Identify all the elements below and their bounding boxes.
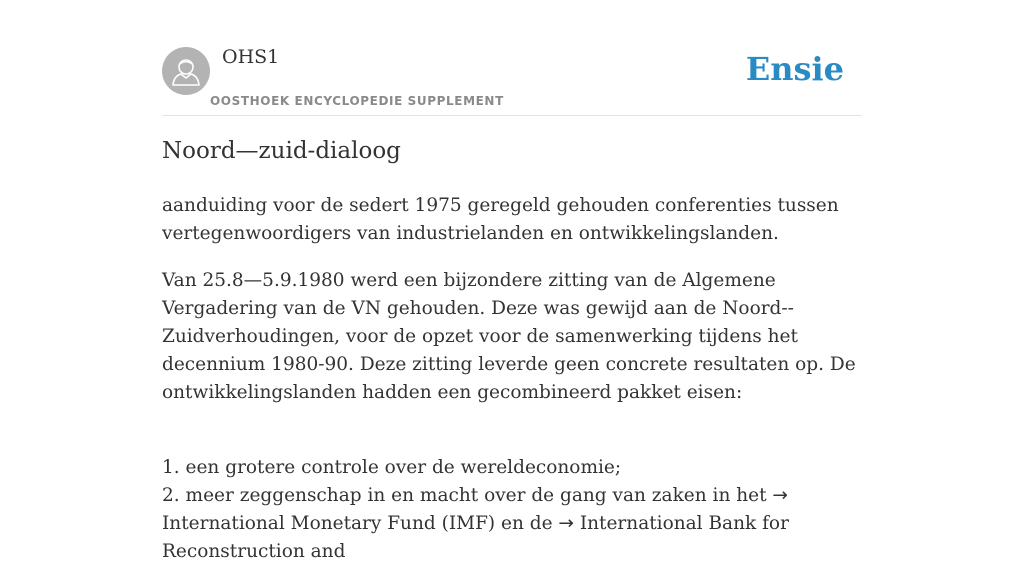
link-imf[interactable]: International Monetary Fund (IMF) [162,513,496,534]
arrow-icon: → [772,485,788,506]
article-body [162,192,862,566]
header-divider [162,115,862,116]
arrow-icon: → [558,513,574,534]
list-item-2-middle: en de [495,513,559,534]
author-name[interactable]: OHS1 [222,46,280,68]
list-item-2-prefix: 2. meer zeggenschap in en macht over de gang van zaken in het [162,485,773,506]
link-bank[interactable]: International Bank for Reconstruction and [162,513,789,562]
page-title: Noord—zuid-dialoog [162,138,401,164]
source-label[interactable]: OOSTHOEK ENCYCLOPEDIE SUPPLEMENT [210,94,504,108]
list-block [162,454,862,566]
list-item-1: 1. een grotere controle over de wereldeconomie; [162,457,622,478]
article-page [162,0,862,562]
author-avatar[interactable] [162,47,210,95]
definition-paragraph: aanduiding voor de sedert 1975 geregeld gehouden conferenties tussen vertegenwoordigers van industrielanden en ontwikkelingslanden. [162,195,839,244]
body-paragraph: Van 25.8—5.9.1980 werd een bijzondere zitting van de Algemene Vergadering van de VN gehouden. Deze was gewijd aan de Noord--Zuidverhoudingen, voor de opzet voor de samenwerking tijdens het decennium 1980-90. Deze zitting leverde geen concrete resultaten op. De ontwikkelingslanden hadden een gecombineerd pakket eisen: [162,270,856,403]
user-avatar-icon [162,47,210,95]
ensie-logo[interactable]: Ensie [745,50,844,88]
